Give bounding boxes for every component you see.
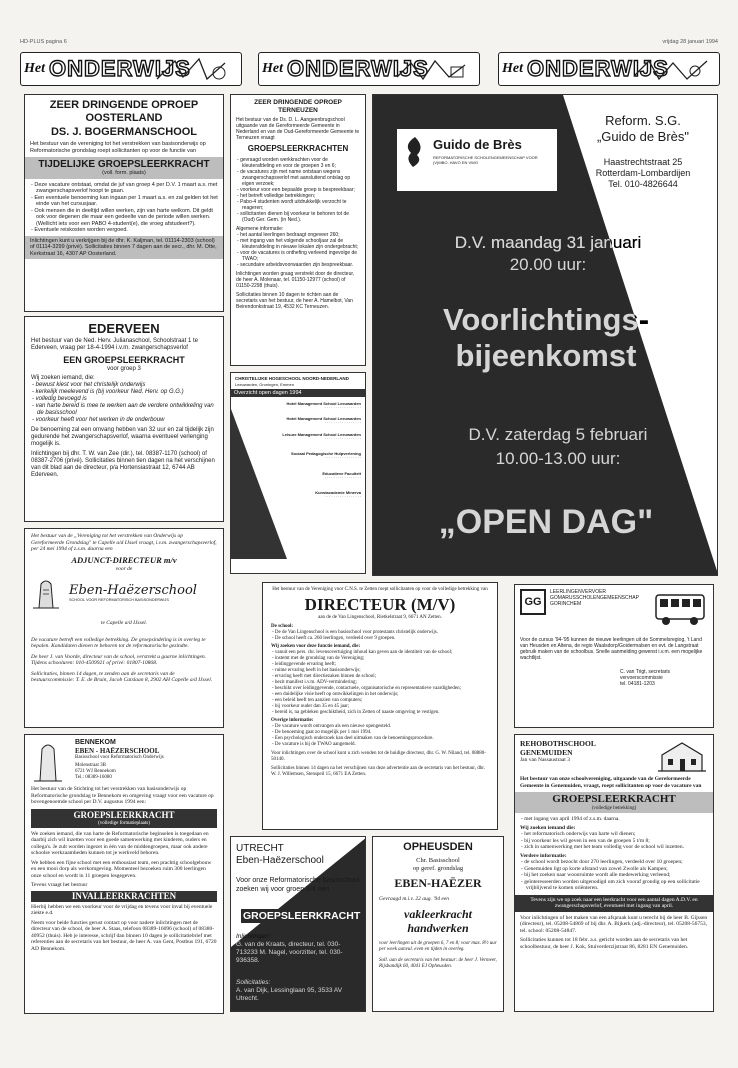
ad-text: Sollicitaties kunnen tot 18 febr. a.s. gericht worden aan de secretaris van het schoolbestuur, de heer J. Kok, Stuiverderzijstraat 86, 8281 EN Genemuiden.: [520, 937, 689, 950]
ad-text: Sollicitaties binnen 10 dagen te richten aan de secretaris van het bestuur, de heer A. Hamelbot, Van Beirendonkstraat 19, 4532 KC Terneuzen.: [236, 292, 353, 310]
list-item: - leidinggevende ervaring heeft;: [271, 662, 489, 668]
ad-position: GROEPSLEERKRACHT: [73, 809, 175, 820]
ad-intro: Het bestuur van de Ds. D. L. Aangeenbrugschool uitgaande van de Gereformeerde Gemeente in Nederland en van de Oud-Gereformeerde Gemeente te Terneuzen vraagt: [236, 117, 360, 141]
ad-text: Voor inlichtingen over de school kunt u zich wenden tot de huidige directeur, dhr. G. W. Niland, tel. 08880-50140.: [271, 751, 486, 762]
ad-position: GROEPSLEERKRACHT: [243, 910, 361, 922]
ad-org: CHRISTELIJKE HOGESCHOOL NOORD-NEDERLAND: [235, 376, 349, 381]
list-item: - Deze vacature ontstaat, omdat de juf van groep 4 per D.V. 1 maart a.s. met zwangerschapsverlof hoopt te gaan.: [30, 182, 218, 195]
ad-intro: Het bestuur van de Stichting tot het verstrekken van basisonderwijs op Reformatorische grondslag te Bennekom en omgeving vraagt voor een vacature op bovengenoemde school per D.V. augustus 1994 een:: [31, 786, 214, 805]
ad-subheading: Wij zoeken iemand die:: [520, 824, 576, 831]
ad-intro: Voor onze Reformatorische basisschool zoeken wij voor groep 3/4 een: [236, 877, 360, 893]
ad-address: Molenstraat 3B: [75, 763, 106, 768]
ad-ederveen: [24, 316, 224, 522]
ad-title: REHOBOTHSCHOOL: [520, 739, 596, 748]
ad-intro: Het bestuur van de vereniging tot het verstrekken van basisonderwijs op Reformatorische grondslag roept sollicitanten op voor de functie van: [30, 141, 206, 154]
banner-title: ONDERWIJS: [287, 56, 429, 81]
ad-subheading: De school:: [271, 624, 294, 629]
list-item: Leisure Management School Leeuwarden: [282, 431, 361, 437]
ad-position: EEN GROEPSLEERKRACHT: [63, 355, 185, 365]
page-header-left: HD-PLUS pagina 6: [20, 39, 67, 45]
list-item: - De vacature is bij de TWAO aangemeld.: [271, 742, 489, 748]
ad-opheusden: [372, 836, 504, 1012]
list-item: Educatieve Faculteit: [322, 470, 361, 476]
banner-onderwijs-1: [20, 52, 242, 86]
banner-het: Het: [24, 61, 45, 76]
ad-position: handwerken: [407, 920, 469, 935]
ad-text: De heer J. van Voorde, directeur van de school, verstrekt u gaarne inlichtingen. Tijdens schooluren: 010-4509921 of privé: 01807-10868.: [31, 653, 207, 666]
ad-position-sub: voor groep 3: [107, 366, 141, 372]
ad-oosterland: [24, 94, 224, 312]
ad-address: Haastrechtstraat 25: [603, 157, 683, 167]
ad-intro: Het bestuur van de Ned. Herv. Julianaschool, Schoolstraat 1 te Ederveen, vraag per 18-4-1994 i.v.m. zwangerschapsverlof: [31, 338, 198, 351]
ad-text: We hebben een fijne school met een enthousiast team, een prachtig schoolgebouw en een mooi dorp als werkomgeving. Momenteel bezoeken ruim 300 leerlingen onze school en wordt in 11 groepen lesgegeven.: [31, 859, 212, 879]
ad-guido-de-bres: [372, 94, 718, 576]
list-item: - beschikt over leidinggevende, contactuele, organisatorische en representatieve vaardigheden;: [271, 686, 489, 692]
ad-intro: Het bestuur van de „Vereniging tot het verstrekken van Onderwijs op Gereformeerde Grondslag" te Capelle a/d IJssel vraagt, i.v.m. zwangerschapsverlof, per 24 mei 1994 of z.s.m. daarna een: [31, 533, 217, 552]
list-item: - secundaire arbeidsvoorwaarden zijn bespreekbaar.: [236, 262, 360, 268]
list-item: - bij voorkeur ouder dan 35 en 45 jaar;: [271, 704, 489, 710]
ad-text: Hierbij hebben we een voorkeur voor de vrijdag en tevens voor inval bij eventuele ziekte e.d.: [31, 903, 213, 916]
ad-text: De benoeming zal een omvang hebben van 32 uur en zal tijdelijk zijn gedurende het zwangerschapsverlof, waarna eventueel verlenging mogelijk is.: [31, 427, 214, 447]
ad-text: A. van Dijk, Lessinglaan 95, 3533 AV Utrecht.: [236, 987, 343, 1002]
list-item: Hotel Management School Leeuwarden: [286, 400, 361, 406]
ad-text: Sollicitaties binnen 14 dagen na het verschijnen van deze advertentie aan de secretaris van het bestuur, dhr. W. J. Willemsen, Stenspeil 15, 6671 EA Zetten.: [271, 766, 485, 777]
ad-zetten: [262, 582, 498, 830]
ad-position-sub: (voll. form. plaats): [102, 170, 146, 176]
ad-phone: Tel. 010-4826644: [608, 179, 678, 189]
ad-text: Neem voor beide functies gerust contact op voor nadere inlichtingen met de directeur van de school, de heer A. Staas, telefoon 08389-16096 (school) of 08380-40952 (thuis). Heb je interesse, schrijf dan binnen 10 dagen je sollicitatiebrief met referenties aan de secretaris van het bestuur, de heer A. van Gent, Postbus 191, 6720 AD Bennekom.: [31, 919, 217, 952]
ad-org-sub: Leeuwarden, Groningen, Emmen: [235, 381, 294, 387]
ad-address: 6721 WJ Bennekom: [75, 769, 116, 774]
ad-address: Rotterdam-Lombardijen: [595, 168, 691, 178]
ad-text: G. van de Kraats, directeur, tel. 030-713233 M. Nagel, voorzitter, tel. 030-936358.: [236, 941, 343, 964]
banner-scribble-icon: [633, 57, 713, 83]
ad-also: Tevens vraagt het bestuur: [31, 882, 88, 888]
ad-title: ZEER DRINGENDE OPROEP: [49, 99, 199, 111]
ad-sub: Jan van Nassaustraat 3: [520, 757, 570, 763]
ad-text: We zoeken iemand, die van harte de Reformatorische beginselen is toegedaan en daarbij zich wil inzetten voor een goede samenwerking met kinderen, ouders en collega's. Je zult worden ingezet in één van de middengroepen, maar ook andere schoolse werkzaamheden kunnen tot je werkveld behoren.: [31, 830, 209, 856]
ad-address: Tel.: 08389-16080: [75, 775, 112, 780]
banner-scribble-icon: [155, 57, 235, 83]
school-building-icon: [656, 739, 708, 773]
event-date-2: D.V. zaterdag 5 februari: [468, 425, 648, 444]
ad-text: Soll. aan de secretaris van het bestuur: de heer J. Vermeer, Rijsbandijk 60, 4041 EJ Opheusden.: [379, 957, 497, 969]
list-item: - voor de vacatures is onthefing verleend ingevolge de TWAO;: [236, 250, 360, 262]
banner-onderwijs-3: [498, 52, 720, 86]
ad-contact: C. van Trigt, secretaris: [620, 669, 671, 675]
ad-org: GORINCHEM: [550, 601, 582, 607]
list-item: - voorkeur voor een bepaalde groep is bespreekbaar;: [236, 187, 360, 193]
ad-title: ZEER DRINGENDE OPROEP: [254, 99, 342, 106]
event-date-1: D.V. maandag 31 januari: [454, 233, 642, 252]
ad-position-sub: (volledige betrekking): [591, 806, 637, 811]
ad-text: Inlichtingen bij dhr. T. W. van Zee (dir.), tel. 08387-1170 (school) of 08387-2706 (privé). Sollicitaties binnen tien dagen na het verschijnen van dit blad aan de directeur, p/a Hortensiastraat 12, 6744 AB Ederveen.: [31, 451, 215, 478]
ad-text: Voor de cursus '94-'95 kunnen de nieuwe leerlingen uit de Sommelsregiog, 't Land van Heusden en Altena, de regio Waalsdorp/Goidermalsen en evt. de Langstraat gebruik maken van de schoolbus. Snelle aanmelding gewenst i.v.m. een mogelijke wachtlijst.: [520, 637, 703, 661]
list-item: - Pabo-4 studenten wordt uitdrukkelijk verzocht te reageren;: [236, 199, 360, 211]
ad-intro: Het bestuur van onze schoolvereniging, uitgaande van de Gereformeerde Gemeente in Genemuiden, vraagt, roept sollicitanten op voor de vacature van: [520, 776, 702, 789]
school-name: Guido de Brès: [433, 137, 522, 152]
list-item: - volledig bevoegd is: [31, 396, 217, 403]
ad-title: UTRECHT: [236, 843, 284, 854]
ad-text: Voor inlichtingen of het maken van een afspraak kunt u terecht bij de heer B. Gijssen (directeur), tel. 05208-54869 of bij dhr. A. Bijkerk (adj.-directeur), tel. 05208-56753, tel. school: 05208-54847.: [520, 914, 708, 934]
list-item: Hotel Management School Leeuwarden: [286, 416, 361, 422]
ad-contact: vervoerscommissie: [620, 675, 663, 681]
banner-title: ONDERWIJS: [527, 56, 669, 81]
ad-org: GOMARUSSCHOLENGEMEENSCHAP: [550, 595, 639, 601]
ad-title: TERNEUZEN: [278, 106, 318, 114]
list-item: - de school wordt bezocht door 270 leerlingen, verdeeld over 10 groepen;: [520, 859, 708, 866]
ad-position: INVALLEERKRACHTEN: [31, 891, 217, 902]
list-item: - De benoeming gaat zo mogelijk per 1 mei 1994.: [271, 730, 489, 736]
ad-title: Eben-Haëzerschool: [236, 855, 324, 866]
ad-sub: Chr. Basisschool: [416, 857, 460, 864]
flame-logo-icon: [401, 135, 429, 169]
ad-band: Overzicht open dagen 1994: [231, 389, 365, 397]
list-item: - De de Van Lingenschool is een basisschool voor protestants christelijk onderwijs.: [271, 630, 489, 636]
ad-footer: Informatiecentrum CHN: 058-330336: [235, 563, 321, 569]
ad-position: TIJDELIJKE GROEPSLEERKRACHT: [38, 159, 210, 170]
banner-title: ONDERWIJS: [49, 56, 191, 81]
gg-logo-icon: GG: [520, 589, 546, 615]
list-item: - voorkeur heeft voor het werken in de onderbouw: [31, 417, 217, 424]
ad-band: Tevens zijn we op zoek naar een leerkracht voor een aantal dagen A.D.V. en zwangerschapsverlof, eventueel met ingang van april.: [515, 895, 713, 912]
list-item: Kunstacademie Minerva: [315, 490, 361, 496]
ad-text: Sollicitaties, binnen 14 dagen, te zenden aan de secretaris van de bestuurscommissie: T. E. de Bruin, Jacob Catslaan 8, 2902 AH Capelle a/d IJssel.: [31, 670, 213, 683]
ad-subheading: Inlichtingen:: [236, 933, 271, 940]
ad-school: aan de de Van Lingenschool, Rietkelstraat 9, 6671 AN Zetten.: [318, 615, 442, 620]
ad-town: BENNEKOM: [75, 739, 116, 746]
ad-subheading: Sollicitaties:: [236, 979, 271, 986]
school-sub: SCHOOL VOOR REFORMATORISCH BASISONDERWIJS: [69, 598, 169, 602]
school-sub: Basisschool voor Reformatorisch Onderwijs: [75, 755, 164, 760]
list-item: - bereid is, na gebleken geschiktheid, zich in Zetten of naaste omgeving te vestigen.: [271, 710, 489, 716]
school-name: EBEN - HAËZERSCHOOL: [75, 747, 160, 755]
school-name: EBEN-HAËZER: [394, 876, 482, 890]
ad-sub: op geref. grondslag: [412, 864, 464, 872]
event-time-2: 10.00-13.00 uur:: [495, 449, 621, 468]
ad-title: OOSTERLAND: [85, 112, 163, 124]
list-item: - bij het zoeken naar woonruimte wordt alle medewerking verleend;: [520, 872, 708, 879]
ad-title: EDERVEEN: [88, 321, 160, 336]
list-item: - sollicitanten dienen bij voorkeur te behoren tot de (Oud) Ger. Gem. (in Ned.).: [236, 211, 360, 223]
ad-utrecht: [230, 836, 366, 1012]
ad-reform-name: „Guido de Brès": [596, 129, 690, 144]
list-item: - bewust kiest voor het christelijk onderwijs: [31, 382, 217, 389]
list-item: - het reformatorisch onderwijs van harte wil dienen;: [520, 831, 708, 838]
list-item: - De school heeft ca. 260 leerlingen, verdeeld over 9 groepen.: [271, 636, 489, 642]
list-item: - ruime ervaring heeft in het basisonderwijs;: [271, 668, 489, 674]
ad-leerlingenvervoer: [514, 584, 714, 728]
ad-start: - met ingang van april 1994 of z.s.m. daarna.: [520, 816, 708, 823]
school-name: Eben-Haëzerschool: [69, 583, 197, 598]
list-item: - het betreft volledige betrekkingen;: [236, 193, 360, 199]
event-headline: Voorlichtings-: [442, 302, 650, 337]
list-item: - De vacature wordt ontvangen als een nieuwe opengesteld.: [271, 724, 489, 730]
list-item: - instemt met de grondslag van de Vereniging;: [271, 656, 489, 662]
banner-scribble-icon: [393, 57, 473, 83]
banner-het: Het: [262, 61, 283, 76]
ad-ask: Gevraagd m.i.v. 22 aug. '94 een: [379, 896, 449, 902]
ad-bennekom: [24, 734, 224, 1014]
school-bus-icon: [654, 589, 708, 629]
ad-position: vakleerkracht: [404, 906, 472, 921]
ad-title: OPHEUSDEN: [403, 841, 473, 853]
ad-contact: tel. 04181-1203: [620, 681, 655, 687]
list-item: Sociaal Pedagogische Hulpverlening: [290, 451, 361, 457]
list-item: - zich in samenwerking met het team volledig voor de school wil inzetten.: [520, 844, 708, 851]
list-item: - kerkelijk meelevend is (bij voorkeur Ned. Herv. op G.G.): [31, 389, 217, 396]
ad-position: GROEPSLEERKRACHT: [552, 793, 676, 805]
ad-position: GROEPSLEERKRACHTEN: [247, 144, 349, 153]
ad-subheading: Algemene informatie:: [236, 226, 284, 232]
list-item: - gevraagd worden werkkrachten voor de kleuterafdeling en voor de groepen 3 en 6;: [236, 157, 360, 169]
ad-capelle: [24, 528, 224, 728]
list-item: - Ook mensen die in deeltijd willen werken, zijn van harte welkom. Dit geldt ook voor degenen die maar een gedeelte van de periode willen werken. (Wellicht iets voor een PABO 4-student(e), die vroeg afstudeert?).: [30, 208, 218, 228]
event-time-1: 20.00 uur:: [509, 255, 587, 274]
ad-info: Inlichtingen kunt u verkrijgen bij de dhr. K. Kaljman, tel. 01114-2303 (school) of 01114-3299 (privé). Sollicitaties binnen 7 dagen aan de secr., dhr. M. Otte, Kerkstraat 16, 4307 AP Oosterland.: [25, 236, 223, 260]
list-item: - geïnteresseerden worden uitgenodigd om zich vooraf grondig op een sollicitatie vrijblijvend te komen oriënteren.: [520, 879, 708, 892]
event-headline: bijeenkomst: [455, 338, 637, 373]
event-open-day: „OPEN DAG": [438, 503, 654, 541]
list-item: - Een eventuele benoeming kan ingaan per 1 maart a.s. en zal gelden tot het einde van het cursusjaar.: [30, 195, 218, 208]
ad-terneuzen: [230, 94, 366, 366]
ad-position-sub: (volledige formatieplaats): [98, 820, 150, 826]
list-item: - Eventuele reiskosten worden vergoed.: [30, 227, 218, 234]
ad-org: LEERLINGENVERVOER: [550, 589, 607, 595]
ad-subheading: Wij zoeken voor deze functie iemand, die:: [271, 644, 361, 649]
ad-text: voor leerlingen uit de groepen 6, 7 en 8; voor max. 8½ uur per week aanvul. even en tijden in overleg.: [379, 940, 497, 952]
stone-monument-icon: [31, 576, 61, 610]
ad-school: DS. J. BOGERMANSCHOOL: [50, 126, 198, 138]
ad-title: GENEMUIDEN: [520, 748, 573, 757]
list-item: - een beleid heeft ten aanzien van computers;: [271, 698, 489, 704]
list-item: - bij voorkeur les wil geven in een van de groepen 5 t/m 8;: [520, 838, 708, 845]
banner-het: Het: [502, 61, 523, 76]
ad-place: te Capelle a/d IJssel.: [100, 620, 148, 626]
ad-text: Inlichtingen worden graag verstrekt door de directeur, de heer A. Molenaar, tel. 01150-12977 (school) of 01150-2298 (thuis).: [236, 271, 355, 289]
list-item: - het aantal leerlingen bedraagt ongeveer 260;: [236, 232, 360, 238]
school-sub: REFORMATORISCHE SCHOLENGEMEENSCHAP VOOR (V)MBO, HAVO EN VWO: [433, 155, 538, 165]
ad-text: De vacature betreft een volledige betrekking. De groepsindeling is in overleg te bepalen. Kandidaten dienen te behoren tot de reformatorische gezindte.: [31, 636, 206, 649]
ad-subheading: Verdere informatie:: [520, 852, 567, 859]
ad-rehoboth: [514, 734, 714, 1012]
list-item: - Een psychologisch onderzoek kan deel uitmaken van de benoemingsprocedure.: [271, 736, 489, 742]
ad-lead: Wij zoeken iemand, die:: [31, 375, 95, 381]
list-item: - een duidelijke visie heeft op ontwikkelingen in het onderwijs;: [271, 692, 489, 698]
list-item: - van harte bereid is mee te werken aan de verdere ontwikkeling van de basisschool: [31, 403, 217, 417]
ad-for: voor de: [115, 565, 133, 572]
banner-onderwijs-2: [258, 52, 480, 86]
list-item: - Genemuiden ligt op korte afstand van zowel Zwolle als Kampen;: [520, 866, 708, 873]
stone-monument-icon: [31, 739, 65, 783]
ad-intro: Het bestuur van de Vereniging voor C.N.S. te Zetten roept sollicitanten op voor de volledige betrekking van: [272, 587, 488, 592]
ad-subheading: Overige informatie:: [271, 718, 314, 723]
list-item: - de vacatures zijn met name ontstaan wegens zwangerschapsverlof met aansluitend ontslag op eigen verzoek;: [236, 169, 360, 187]
list-item: - bezit manifest i.v.m. ADV-vermindering;: [271, 680, 489, 686]
ad-reform: Reform. S.G.: [605, 113, 681, 128]
list-item: - ervaring heeft met directiezaken binnen de school;: [271, 674, 489, 680]
page-header-right: vrijdag 28 januari 1994: [662, 39, 718, 45]
list-item: - met ingang van het volgende schooljaar zal de kleuterafdeling in nieuwe lokalen zijn ondergebracht;: [236, 238, 360, 250]
ad-chn: CHRISTELIJKE HOGESCHOOL NOORD-NEDERLAND Leeuwarden, Groningen, Emmen Overzicht open dagen 1994 Hotel Management School Leeuwarden · · · · · · · · · · · · · · · · · Hotel Management School Leeuwarden · · · · · · · · · · · · · · · · · Leisure Management School Leeuwarden · · · · · · · · · · · · · · · · · Sociaal Pedagogische Hulpverlening · · · · · · · · · · · · · · · · · Educatieve Faculteit · · · · · · · · · · · · · · · · · Kunstacademie Minerva · · · · · · · · · · · · · · · · · Informatiecentrum CHN: 058-330336: [230, 372, 366, 574]
list-item: - vanuit een pers. chr. levensovertuiging inhoud kan geven aan de identiteit van de school;: [271, 650, 489, 656]
ad-position: ADJUNCT-DIRECTEUR m/v: [71, 554, 177, 565]
ad-position: DIRECTEUR (M/V): [304, 595, 456, 614]
